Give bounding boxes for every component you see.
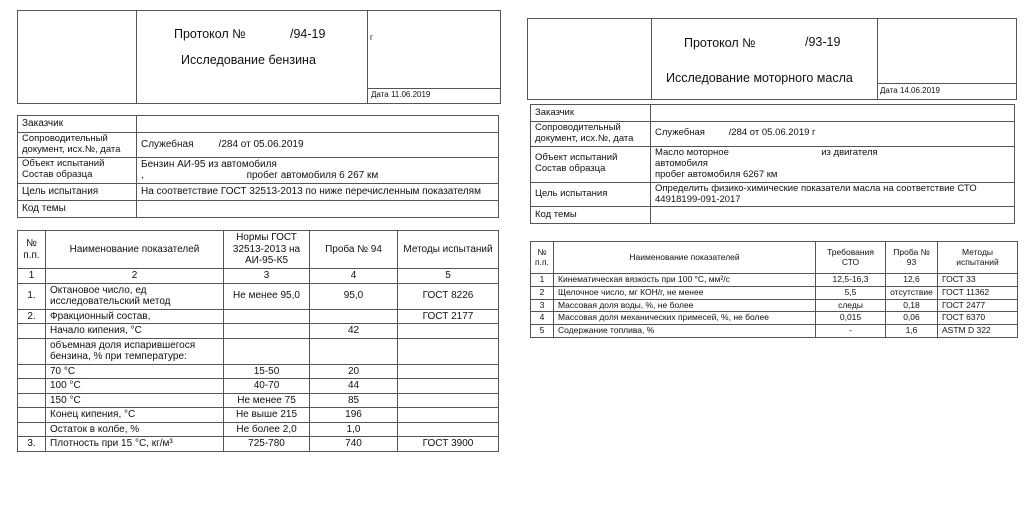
- left-stray-mark: г: [370, 33, 373, 42]
- row-method: ГОСТ 8226: [398, 283, 499, 309]
- info-row-document: [18, 133, 499, 158]
- row-norm: следы: [816, 299, 886, 312]
- table-column-numbers: [18, 269, 499, 284]
- info-row-purpose: [531, 182, 1015, 207]
- col-number: 1: [18, 269, 46, 284]
- table-header-row: [531, 242, 1018, 274]
- row-norm: 5,5: [816, 286, 886, 299]
- row-value: 0,06: [886, 312, 938, 325]
- row-number: 3.: [18, 437, 46, 452]
- row-method: ГОСТ 33: [938, 274, 1018, 287]
- row-number: 3: [531, 299, 554, 312]
- col-header-method: Методы испытаний: [938, 242, 1018, 274]
- info-label: Заказчик: [531, 105, 651, 122]
- left-protocol-label: Протокол №: [174, 27, 246, 41]
- table-row: [18, 309, 499, 324]
- left-results-table: [17, 230, 499, 452]
- info-label: Объект испытаний Состав образца: [531, 146, 651, 182]
- info-label: Цель испытания: [18, 183, 137, 200]
- row-name: Содержание топлива, %: [554, 325, 816, 338]
- left-info-table: [17, 115, 499, 218]
- row-name: Начало кипения, °С: [46, 324, 224, 339]
- left-subtitle: Исследование бензина: [181, 53, 316, 67]
- info-value: [651, 207, 1015, 224]
- col-header-sample: Проба № 94: [310, 231, 398, 269]
- info-value: Масло моторное из двигателя автомобиля пробег автомобиля 6267 км: [651, 146, 1015, 182]
- info-value: Служебная /284 от 05.06.2019 г: [651, 122, 1015, 147]
- col-number: 3: [224, 269, 310, 284]
- row-norm: 0,015: [816, 312, 886, 325]
- info-label: Сопроводительный документ, исх.№, дата: [531, 122, 651, 147]
- info-label: Код темы: [531, 207, 651, 224]
- row-number: 1.: [18, 283, 46, 309]
- row-value: 740: [310, 437, 398, 452]
- row-method: ГОСТ 2477: [938, 299, 1018, 312]
- col-header-number: № п.п.: [531, 242, 554, 274]
- row-name: 100 °С: [46, 379, 224, 394]
- left-protocol-number: /94-19: [290, 27, 326, 41]
- row-value: 0,18: [886, 299, 938, 312]
- row-norm: Не выше 215: [224, 408, 310, 423]
- row-norm: [224, 324, 310, 339]
- row-name: Остаток в колбе, %: [46, 422, 224, 437]
- row-value: 42: [310, 324, 398, 339]
- row-name: Массовая доля механических примесей, %, не более: [554, 312, 816, 325]
- row-norm: [224, 338, 310, 364]
- right-header-box: [527, 18, 1017, 100]
- table-header-row: [18, 231, 499, 269]
- info-row-object: [531, 146, 1015, 182]
- info-value: [651, 105, 1015, 122]
- col-number: 4: [310, 269, 398, 284]
- row-method: [398, 379, 499, 394]
- left-date: Дата 11.06.2019: [371, 90, 431, 99]
- row-method: ГОСТ 6370: [938, 312, 1018, 325]
- row-number: 5: [531, 325, 554, 338]
- row-number: [18, 422, 46, 437]
- row-value: 95,0: [310, 283, 398, 309]
- info-row-customer: [531, 105, 1015, 122]
- row-value: [310, 338, 398, 364]
- row-value: 12,6: [886, 274, 938, 287]
- right-protocol-number: /93-19: [805, 35, 841, 49]
- row-method: [398, 364, 499, 379]
- table-row: [18, 437, 499, 452]
- row-name: 70 °С: [46, 364, 224, 379]
- row-method: ASTM D 322: [938, 325, 1018, 338]
- col-header-method: Методы испытаний: [398, 231, 499, 269]
- info-row-code: [18, 200, 499, 217]
- row-name: 150 °С: [46, 393, 224, 408]
- row-name: Октановое число, ед исследовательский метод: [46, 283, 224, 309]
- row-name: Фракционный состав,: [46, 309, 224, 324]
- table-row: [531, 299, 1018, 312]
- table-row: [531, 274, 1018, 287]
- right-protocol-label: Протокол №: [684, 36, 756, 50]
- info-row-object: [18, 157, 499, 183]
- table-row: [18, 408, 499, 423]
- row-norm: 725-780: [224, 437, 310, 452]
- col-number: 5: [398, 269, 499, 284]
- row-value: отсутствие: [886, 286, 938, 299]
- table-row: [531, 286, 1018, 299]
- table-row: [18, 364, 499, 379]
- info-value: [137, 116, 499, 133]
- row-number: [18, 408, 46, 423]
- table-row: [18, 422, 499, 437]
- info-value: Определить физико-химические показатели масла на соответствие СТО 44918199-091-2017: [651, 182, 1015, 207]
- row-method: [398, 324, 499, 339]
- info-row-code: [531, 207, 1015, 224]
- info-row-customer: [18, 116, 499, 133]
- info-label: Код темы: [18, 200, 137, 217]
- info-row-document: [531, 122, 1015, 147]
- col-header-norm: Требования СТО: [816, 242, 886, 274]
- info-value: Служебная /284 от 05.06.2019: [137, 133, 499, 158]
- row-name: объемная доля испарившегося бензина, % при температуре:: [46, 338, 224, 364]
- row-method: [398, 422, 499, 437]
- row-number: 1: [531, 274, 554, 287]
- row-norm: Не более 2,0: [224, 422, 310, 437]
- col-header-sample: Проба № 93: [886, 242, 938, 274]
- row-number: [18, 379, 46, 394]
- table-row: [531, 312, 1018, 325]
- row-name: Щелочное число, мг КОН/г, не менее: [554, 286, 816, 299]
- row-name: Плотность при 15 °С, кг/м³: [46, 437, 224, 452]
- row-norm: [224, 309, 310, 324]
- row-value: 1,6: [886, 325, 938, 338]
- row-name: Конец кипения, °С: [46, 408, 224, 423]
- info-value: [137, 200, 499, 217]
- info-value: На соответствие ГОСТ 32513-2013 по ниже перечисленным показателям: [137, 183, 499, 200]
- row-value: 196: [310, 408, 398, 423]
- col-header-name: Наименование показателей: [46, 231, 224, 269]
- info-value: Бензин АИ-95 из автомобиля , пробег автомобиля 6 267 км: [137, 157, 499, 183]
- info-label: Цель испытания: [531, 182, 651, 207]
- row-value: [310, 309, 398, 324]
- row-number: [18, 364, 46, 379]
- table-row: [18, 379, 499, 394]
- row-name: Кинематическая вязкость при 100 °С, мм²/с: [554, 274, 816, 287]
- right-results-table: [530, 241, 1018, 338]
- info-label: Сопроводительный документ, исх.№, дата: [18, 133, 137, 158]
- row-norm: -: [816, 325, 886, 338]
- row-number: [18, 393, 46, 408]
- row-number: 2: [531, 286, 554, 299]
- row-norm: 15-50: [224, 364, 310, 379]
- right-subtitle: Исследование моторного масла: [666, 71, 853, 85]
- row-value: 1,0: [310, 422, 398, 437]
- table-row: [18, 393, 499, 408]
- row-value: 44: [310, 379, 398, 394]
- row-number: 4: [531, 312, 554, 325]
- row-number: 2.: [18, 309, 46, 324]
- row-norm: 40-70: [224, 379, 310, 394]
- row-value: 85: [310, 393, 398, 408]
- row-method: [398, 408, 499, 423]
- row-name: Массовая доля воды, %, не более: [554, 299, 816, 312]
- info-row-purpose: [18, 183, 499, 200]
- row-method: [398, 338, 499, 364]
- row-method: [398, 393, 499, 408]
- col-header-norm: Нормы ГОСТ 32513-2013 на АИ-95-К5: [224, 231, 310, 269]
- col-number: 2: [46, 269, 224, 284]
- row-method: ГОСТ 2177: [398, 309, 499, 324]
- row-norm: 12,5-16,3: [816, 274, 886, 287]
- row-value: 20: [310, 364, 398, 379]
- table-row: [18, 324, 499, 339]
- row-number: [18, 324, 46, 339]
- row-method: ГОСТ 3900: [398, 437, 499, 452]
- table-row: [18, 338, 499, 364]
- row-norm: Не менее 75: [224, 393, 310, 408]
- table-row: [531, 325, 1018, 338]
- row-norm: Не менее 95,0: [224, 283, 310, 309]
- right-date: Дата 14.06.2019: [880, 86, 940, 95]
- info-label: Объект испытаний Состав образца: [18, 157, 137, 183]
- col-header-name: Наименование показателей: [554, 242, 816, 274]
- row-number: [18, 338, 46, 364]
- info-label: Заказчик: [18, 116, 137, 133]
- row-method: ГОСТ 11362: [938, 286, 1018, 299]
- right-info-table: [530, 104, 1015, 224]
- table-row: [18, 283, 499, 309]
- col-header-number: № п.п.: [18, 231, 46, 269]
